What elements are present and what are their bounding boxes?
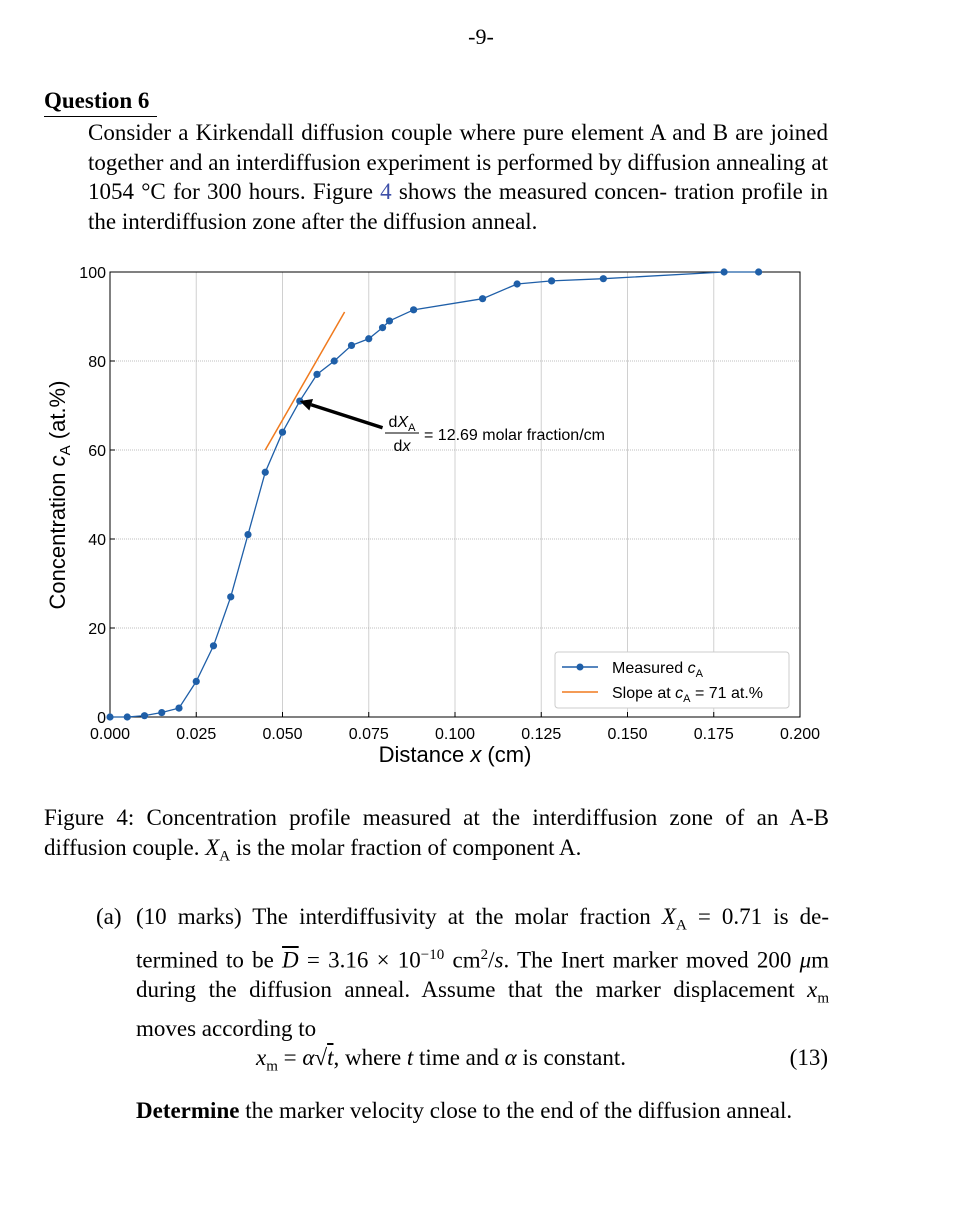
data-point (158, 709, 165, 716)
part-a (96, 902, 829, 1044)
data-point (279, 429, 286, 436)
slope-line (265, 312, 344, 450)
data-point (755, 268, 762, 275)
data-point (124, 713, 131, 720)
annotation-denominator: dx (393, 438, 411, 455)
question-intro: Consider a Kirkendall diffusion couple where pure element A and B are joined together and an interdiffusion experiment is performed by diffusion annealing at 1054 °C for 300 hours. Figure 4 shows the measured concen- tration profile in the interdiffusion zone after the diffusion anneal. (88, 120, 828, 234)
annotation-text: = 12.69 molar fraction/cm (424, 427, 605, 444)
x-tick-label: 0.000 (89, 726, 131, 743)
data-point (410, 306, 417, 313)
y-tick-label: 60 (88, 443, 106, 460)
data-point (548, 277, 555, 284)
data-point (379, 324, 386, 331)
concentration-chart (0, 255, 962, 785)
determine-instruction: Determine the marker velocity close to the end of the diffusion anneal. (136, 1098, 793, 1123)
figure-caption: Figure 4: Concentration profile measured at the interdiffusion zone of an A-B diffusion couple. $X_A$ is the molar fraction of component A. (44, 805, 829, 865)
y-tick-label: 100 (79, 265, 106, 282)
annotation-numerator: $dX_A$ (388, 414, 416, 434)
part-a-label: (a) (96, 904, 122, 929)
equation-number: (13) (789, 1045, 828, 1070)
data-point (175, 705, 182, 712)
chart-legend (555, 652, 789, 708)
data-point (386, 317, 393, 324)
data-point (262, 469, 269, 476)
y-axis-title: Concentration $c_A$ (at.%) (45, 380, 74, 610)
x-axis-title: Distance x (cm) (378, 742, 532, 767)
data-point (210, 642, 217, 649)
data-point (141, 712, 148, 719)
y-tick-label: 80 (88, 354, 106, 371)
data-point (313, 371, 320, 378)
legend-slope-label: Slope at $c_A = 71$ at.% (612, 685, 763, 705)
x-tick-label: 0.150 (607, 726, 648, 743)
legend-measured-marker (577, 664, 584, 671)
data-point (244, 531, 251, 538)
page-number: -9- (468, 24, 494, 49)
part-a-body: (10 marks) The interdiffusivity at the molar fraction $X_A = 0.71$ is de- termined to be $\overline{D} = 3.16 \times 10^{-10}$ $cm^2/s$. The Inert marker moved 200 μm during the diffusion anneal. Assume that the marker displacement $x_m$ moves according to (136, 904, 830, 1042)
y-tick-label: 20 (88, 621, 106, 638)
x-tick-label: 0.075 (348, 726, 389, 743)
data-point (365, 335, 372, 342)
data-point (331, 357, 338, 364)
equation: $x_m = \alpha√t$, where t time and α is constant. (256, 1045, 626, 1075)
title-underline (44, 116, 157, 117)
data-point (514, 280, 521, 287)
data-point (479, 295, 486, 302)
annotation-arrow-shaft (311, 405, 382, 428)
chart-grid (110, 272, 800, 717)
data-point (721, 268, 728, 275)
x-tick-label: 0.050 (262, 726, 303, 743)
equation-13 (136, 1045, 828, 1075)
x-tick-label: 0.125 (521, 726, 562, 743)
x-tick-label: 0.025 (176, 726, 217, 743)
x-tick-label: 0.100 (434, 726, 476, 743)
legend-measured-label: Measured $c_A$ (612, 660, 703, 680)
figure-reference[interactable]: 4 (380, 179, 392, 204)
chart-annotation (300, 399, 605, 455)
x-tick-label: 0.175 (693, 726, 734, 743)
question-title: Question 6 (44, 88, 150, 113)
data-point (348, 342, 355, 349)
data-point (106, 713, 113, 720)
data-point (193, 678, 200, 685)
y-tick-label: 40 (88, 532, 106, 549)
measured-line (110, 272, 759, 717)
data-point (227, 593, 234, 600)
x-tick-label: 0.200 (779, 726, 821, 743)
y-tick-label: 0 (97, 710, 106, 727)
data-point (600, 275, 607, 282)
